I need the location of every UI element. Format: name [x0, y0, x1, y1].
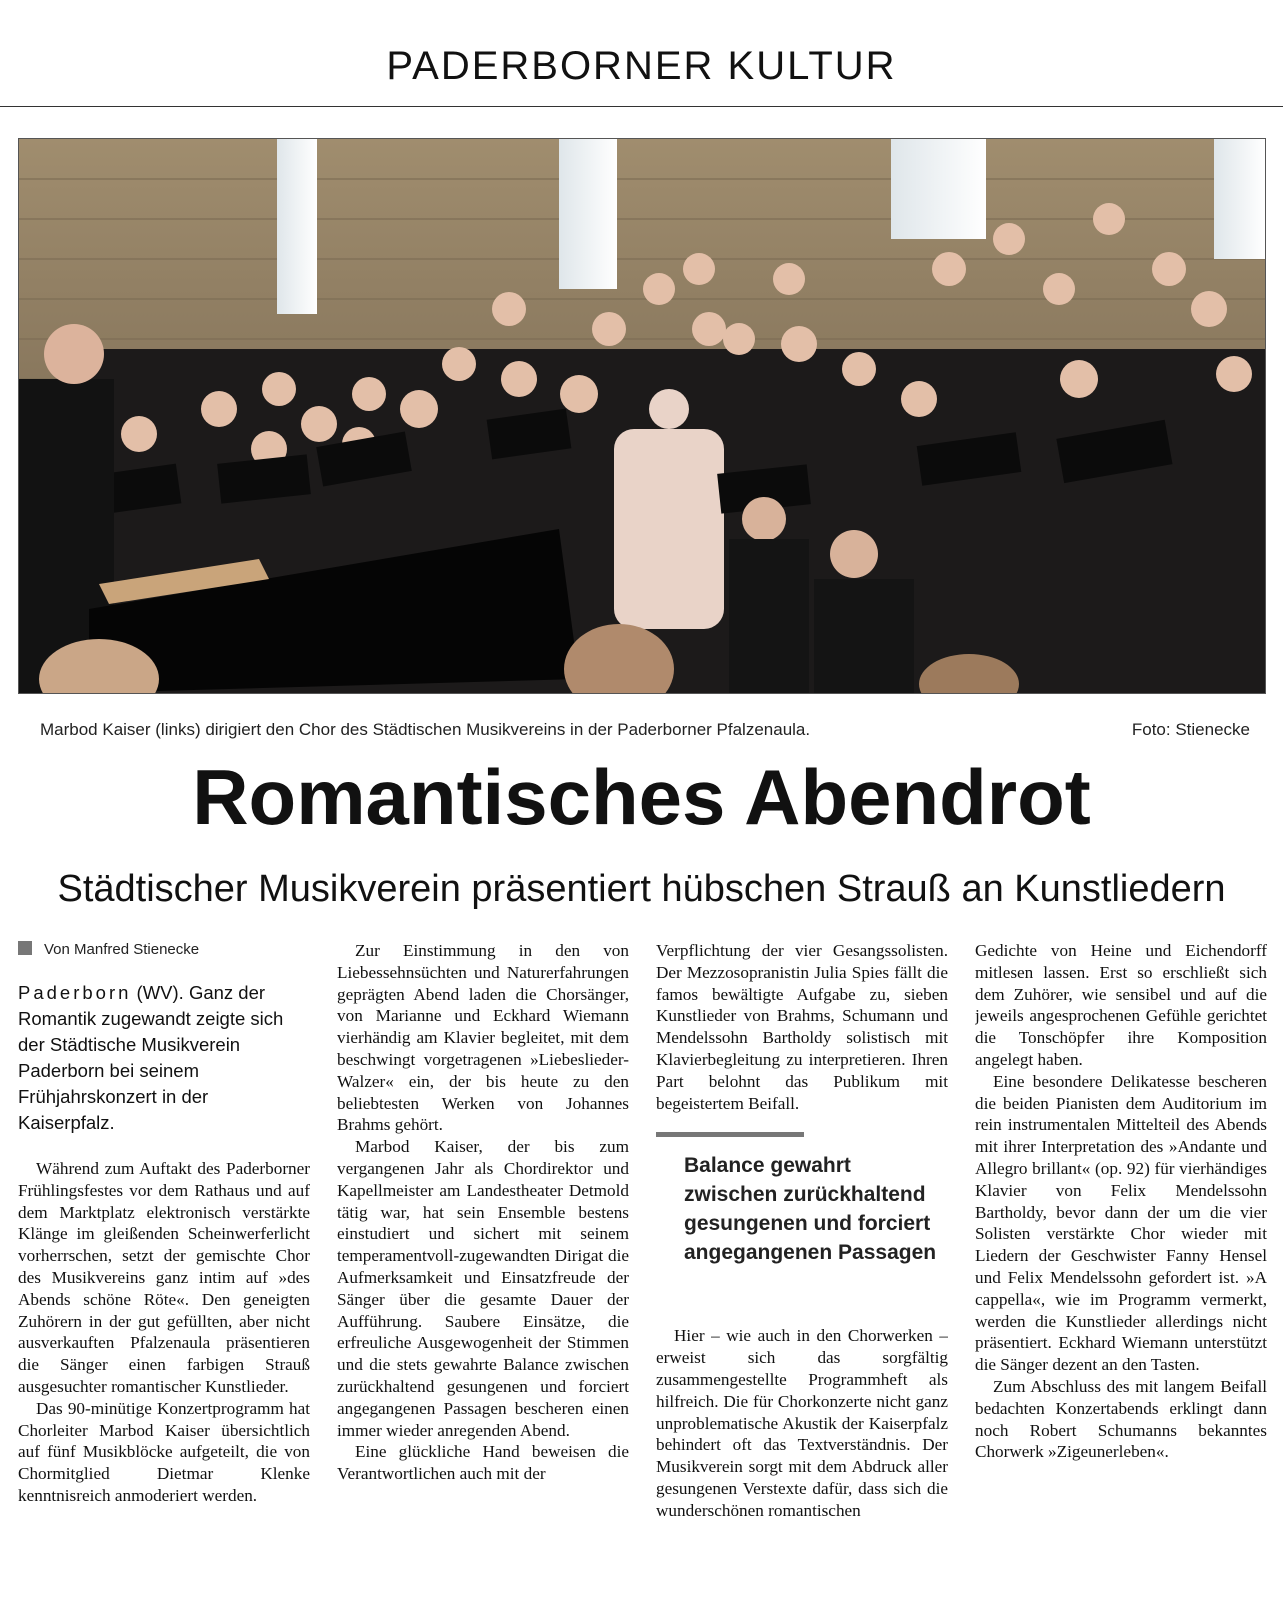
caption-text: Marbod Kaiser (links) dirigiert den Chor des Städtischen Musikvereins in der Paderborner Pfalzenaula.	[40, 720, 811, 739]
photo-credit: Foto: Stienecke	[1131, 720, 1250, 739]
author-byline	[18, 940, 310, 960]
lead-paragraph	[18, 980, 310, 1136]
pullquote: Balance gewahrt zwischen zurückhaltend gesungenen und forciert angegangenen Passagen	[684, 1154, 937, 1265]
headline: Romantisches Abendrot	[192, 753, 1091, 841]
dateline: Paderborn	[18, 982, 132, 1003]
body-paragraph: Hier – wie auch in den Chorwerken – erweist sich das sorgfältig zusammengestellte Programmheft als hilfreich. Die für Chorkonzerte nicht ganz unproblematische Akustik der Kaiserpfalz behindert oft das Textverständnis. Der Musikverein sorgt mit dem Abdruck aller gesungenen Verstexte dafür, dass sich die wunderschönen romantischen	[656, 1326, 948, 1520]
lead-text: (WV). Ganz der Romantik zugewandt zeigte sich der Städtische Musikverein Paderborn bei seinem Frühjahrskonzert in der Kaiserpfalz.	[18, 982, 284, 1133]
choir-photo	[18, 138, 1266, 694]
choir-photo-illustration	[19, 139, 1265, 693]
section-header	[0, 0, 1283, 107]
body-paragraph: Verpflichtung der vier Gesangssolisten. Der Mezzosopranistin Julia Spies fällt die famos bewältigte Aufgabe zu, sieben Kunstlieder von Brahms, Schumann und Mendelssohn Bartholdy solistisch mit Klavierbegleitung zu interpretieren. Ihren Part belohnt das Publikum mit begeistertem Beifall.	[656, 941, 948, 1113]
article-column-3	[656, 940, 948, 1590]
body-paragraph: Zum Abschluss des mit langem Beifall bedachten Konzertabends erklingt dann noch Robert Schumanns bekanntes Chorwerk »Zigeunerleben«.	[975, 1376, 1267, 1462]
author-name: Von Manfred Stienecke	[44, 941, 200, 958]
body-paragraph: Das 90-minütige Konzertprogramm hat Chorleiter Marbod Kaiser übersichtlich auf fünf Musikblöcke aufgeteilt, die von Chormitglied Dietmar Klenke kenntnisreich anmoderiert werden.	[18, 1398, 310, 1505]
photo-caption	[40, 720, 1250, 746]
article-column-4	[975, 940, 1267, 1590]
body-paragraph: Während zum Auftakt des Paderborner Frühlingsfestes vor dem Rathaus und auf dem Marktplatz elektronisch verstärkte Klänge im gleißenden Scheinwerferlicht vorherrschen, setzt der gemischte Chor des Musikvereins ganz intim auf »des Abends schöne Röte«. Den geneigten Zuhörern in der gut gefüllten, aber nicht ausverkauften Pfalzenaula präsentieren die Sänger einen farbigen Strauß ausgesuchter romantischer Kunstlieder.	[18, 1159, 310, 1396]
body-paragraph: Zur Einstimmung in den von Liebessehnsüchten und Naturerfahrungen geprägten Abend laden die Chorsänger, von Marianne und Eckhard Wiemann vierhändig am Klavier begleitet, mit dem beschwingt vorgetragenen »Liebeslieder-Walzer« ein, der bis heute zu den beliebtesten Werken von Johannes Brahms gehört.	[337, 941, 629, 1135]
body-paragraph: Eine glückliche Hand beweisen die Verantwortlichen auch mit der	[337, 1442, 629, 1484]
article-column-1	[18, 940, 310, 1590]
section-title: PADERBORNER KULTUR	[386, 44, 897, 88]
pullquote-bar	[656, 1132, 804, 1137]
body-paragraph: Marbod Kaiser, der bis zum vergangenen Jahr als Chordirektor und Kapellmeister am Landestheater Detmold tätig war, hat sein Ensemble bestens einstudiert und sichert mit seinem temperamentvoll-zugewandten Dirigat die Aufmerksamkeit und Einsatzfreude der Sänger über die gesamte Dauer der Aufführung. Saubere Einsätze, die erfreuliche Ausgewogenheit der Stimmen und die stets gewahrte Balance zwischen zurückhaltend gesungenen und forciert angegangenen Passagen bescheren einen immer wieder anregenden Abend.	[337, 1137, 629, 1440]
body-paragraph: Gedichte von Heine und Eichendorff mitlesen lassen. Erst so erschließt sich dem Zuhörer, wie sensibel und auf die jeweils angesprochenen Gefühle gerichtet die Tonschöpfer ihre Komposition angelegt haben.	[975, 941, 1267, 1069]
article-column-2	[337, 940, 629, 1590]
byline-square-icon	[18, 941, 32, 955]
body-paragraph: Eine besondere Delikatesse bescheren die beiden Pianisten dem Auditorium im rein instrumentalen Mittelteil des Abends mit ihrer Interpretation des »Andante und Allegro brillant« (op. 92) für vierhändiges Klavier von Felix Mendelssohn Bartholdy, bevor dann der um die vier Solisten verstärkte Chor wieder mit Liedern der Geschwister Fanny Hensel und Felix Mendelssohn gefordert ist. »A cappella«, wie im Programm vermerkt, werden die Kunstlieder allerdings nicht präsentiert. Eckhard Wiemann unterstützt die Sänger dezent an den Tasten.	[975, 1071, 1267, 1375]
subheadline: Städtischer Musikverein präsentiert hübschen Strauß an Kunstliedern	[57, 868, 1226, 910]
